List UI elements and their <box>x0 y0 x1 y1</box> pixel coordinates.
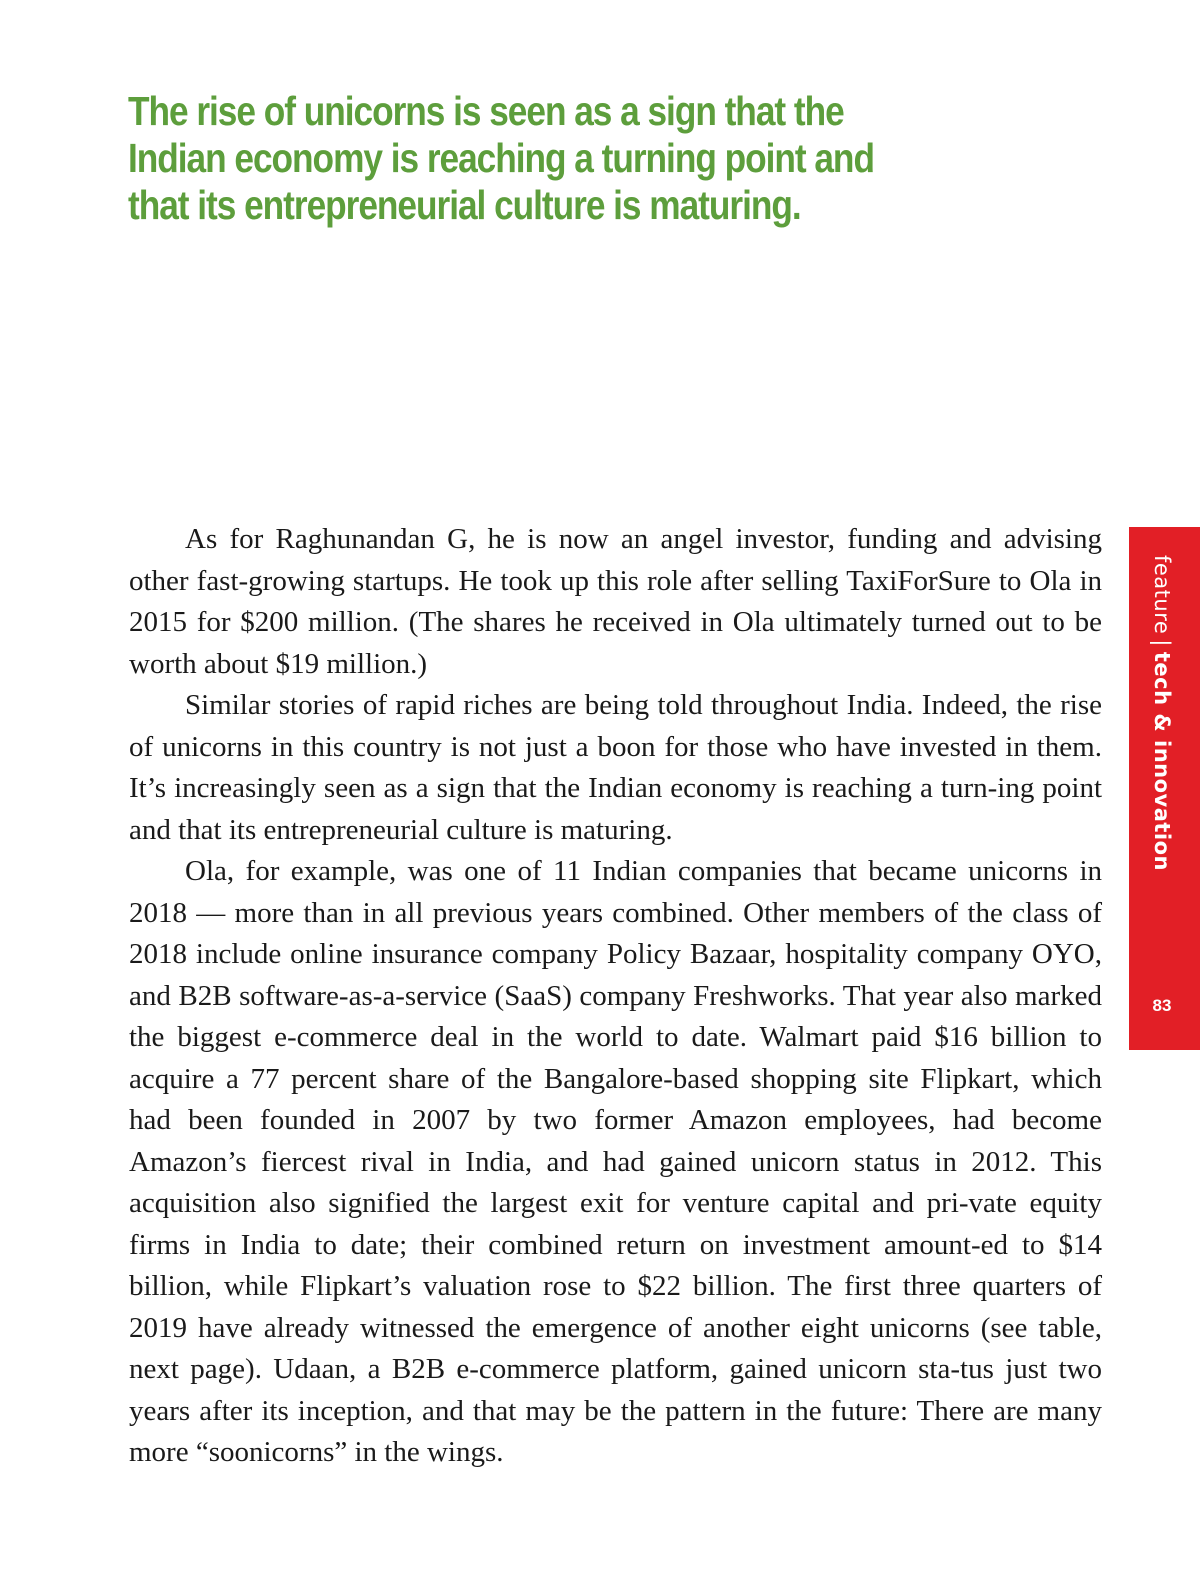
section-label-topic: tech & innovation <box>1150 651 1174 872</box>
pull-quote-line: The rise of unicorns is seen as a sign that the <box>128 88 844 134</box>
article-paragraph: As for Raghunandan G, he is now an angel investor, funding and advising other fast-growing startups. He took up this role after selling TaxiForSure to Ola in 2015 for $200 million. (The shares he received in Ola ultimately turned out to be worth about $19 million.) <box>129 523 1102 680</box>
pull-quote-line: that its entrepreneurial culture is maturing. <box>128 182 801 228</box>
section-label <box>1150 555 1174 871</box>
article-body <box>129 519 1102 1474</box>
pull-quote <box>128 88 874 229</box>
section-label-feature: feature <box>1150 554 1174 635</box>
page-number: 83 <box>1152 996 1172 1015</box>
article-paragraph: Ola, for example, was one of 11 Indian companies that became unicorns in 2018 — more than in all previous years combined. Other members of the class of 2018 include online insurance company Policy Bazaar, hospitality company OYO, and B2B software-as-a-service (SaaS) company Freshworks. That year also marked the biggest e-commerce deal in the world to date. Walmart paid $16 billion to acquire a 77 percent share of the Bangalore-based shopping site Flipkart, which had been founded in 2007 by two former Amazon employees, had become Amazon’s fiercest rival in India, and had gained unicorn status in 2012. This acquisition also signified the largest exit for venture capital and pri-vate equity firms in India to date; their combined return on investment amount-ed to $14 billion, while Flipkart’s valuation rose to $22 billion. The first three quarters of 2019 have already witnessed the emergence of another eight unicorns (see table, next page). Udaan, a B2B e-commerce platform, gained unicorn sta-tus just two years after its inception, and that may be the pattern in the future: There are many more “soonicorns” in the wings. <box>129 855 1102 1468</box>
pull-quote-line: Indian economy is reaching a turning point and <box>128 135 874 181</box>
section-label-separator: | <box>1150 639 1174 647</box>
article-paragraph: Similar stories of rapid riches are being told throughout India. Indeed, the rise of unicorns in this country is not just a boon for those who have invested in them. It’s increasingly seen as a sign that the Indian economy is reaching a turn-ing point and that its entrepreneurial culture is maturing. <box>129 689 1102 846</box>
